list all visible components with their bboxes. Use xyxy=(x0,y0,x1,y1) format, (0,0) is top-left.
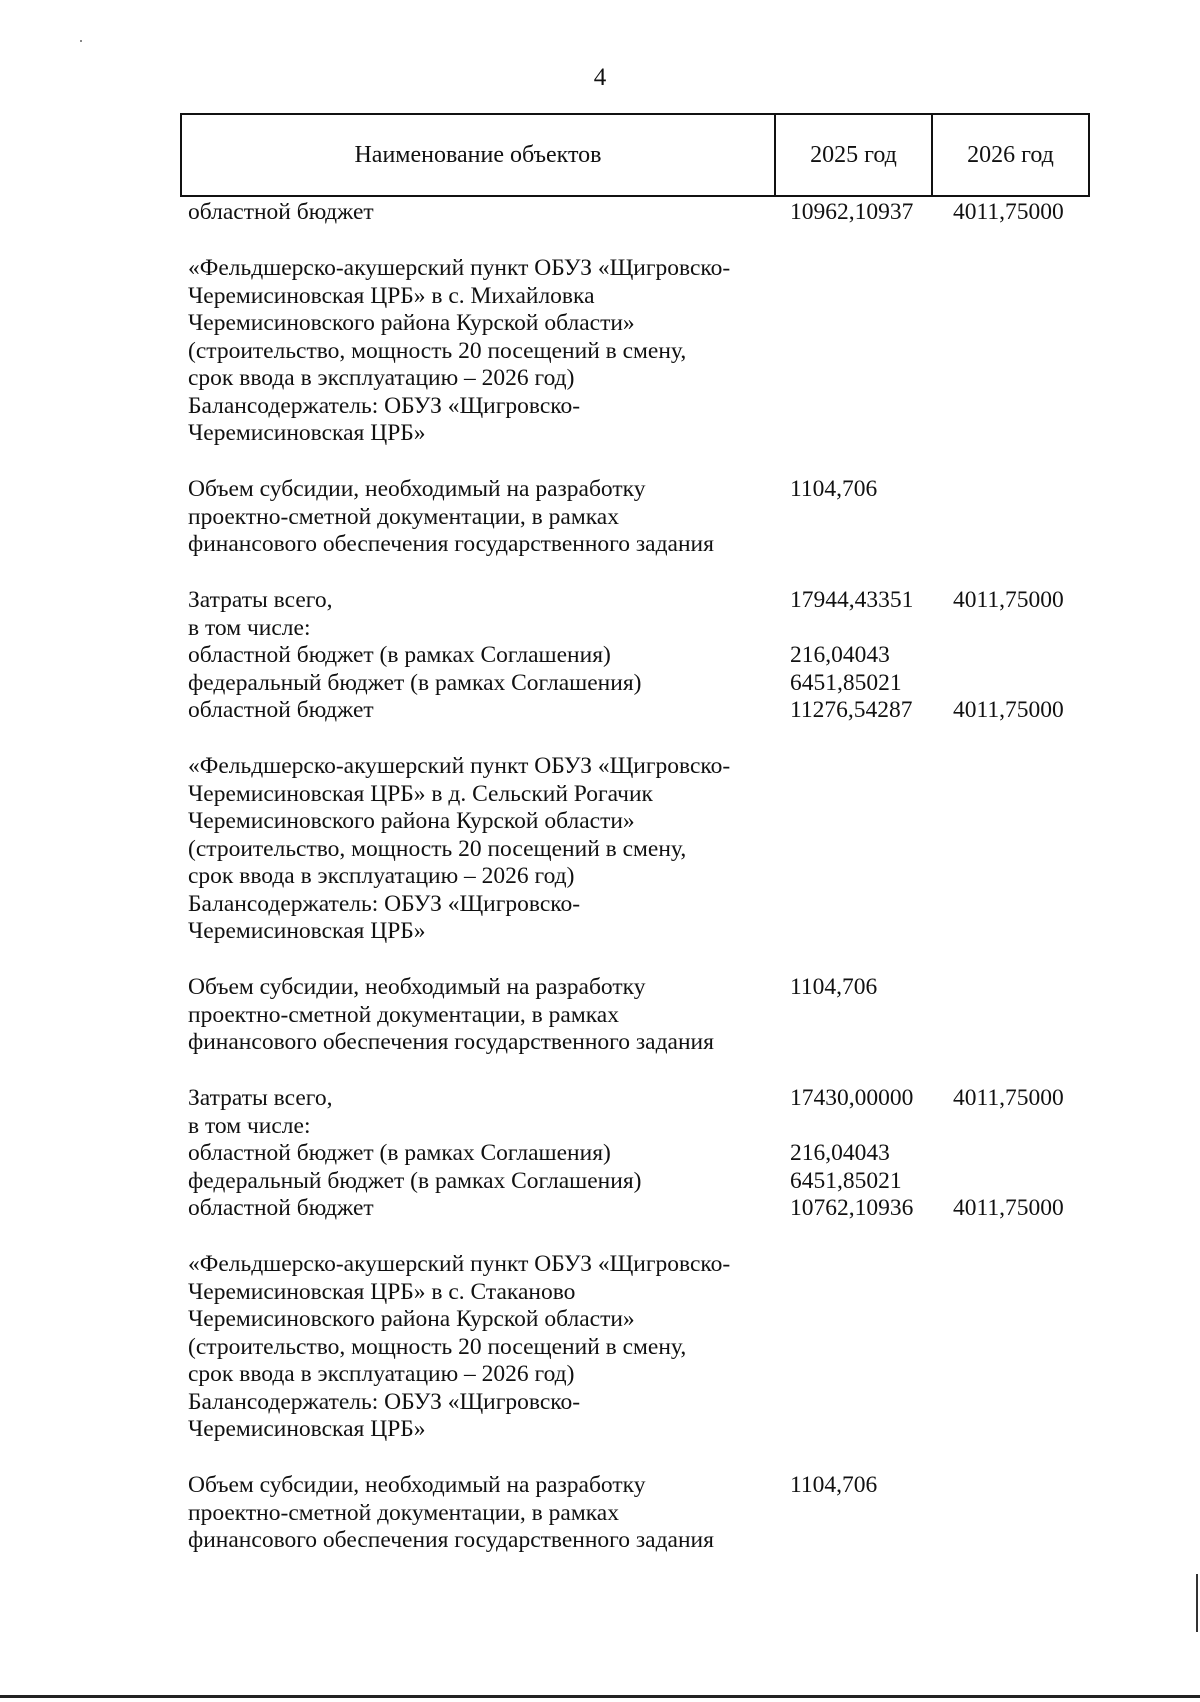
row-name: (строительство, мощность 20 посещений в смену, xyxy=(188,835,687,862)
row-name: «Фельдшерско-акушерский пункт ОБУЗ «Щигровско- xyxy=(188,753,731,779)
table-row xyxy=(0,1279,1200,1307)
row-name: Балансодержатель: ОБУЗ «Щигровско- xyxy=(188,890,581,917)
header-name-column: Наименование объектов xyxy=(182,115,776,195)
table-row xyxy=(0,476,1200,504)
row-name: «Фельдшерско-акушерский пункт ОБУЗ «Щигровско- xyxy=(188,1251,731,1277)
table-row xyxy=(0,753,1200,781)
row-name: Балансодержатель: ОБУЗ «Щигровско- xyxy=(188,1388,581,1415)
row-value-2026: 4011,75000 xyxy=(953,1085,1064,1111)
table-row xyxy=(0,587,1200,615)
table-row xyxy=(0,1029,1200,1057)
table-header xyxy=(180,113,1090,197)
row-name: срок ввода в эксплуатацию – 2026 год) xyxy=(188,365,575,391)
row-name: Черемисиновская ЦРБ» в д. Сельский Рогачик xyxy=(188,780,653,807)
row-name: Черемисиновская ЦРБ» в с. Стаканово xyxy=(188,1278,576,1305)
row-name: срок ввода в эксплуатацию – 2026 год) xyxy=(188,1361,575,1387)
page-number: 4 xyxy=(593,64,607,91)
row-name: Черемисиновского района Курской области» xyxy=(188,310,635,336)
scan-bottom-edge xyxy=(0,1695,1200,1698)
table-row xyxy=(0,1057,1200,1086)
row-name: Затраты всего, xyxy=(188,587,333,613)
table-row xyxy=(0,725,1200,754)
table-row xyxy=(0,1389,1200,1417)
row-value-2025: 17430,00000 xyxy=(790,1085,914,1111)
row-value-2026: 4011,75000 xyxy=(953,697,1064,723)
row-name: Объем субсидии, необходимый на разработку xyxy=(188,476,646,502)
row-name: (строительство, мощность 20 посещений в смену, xyxy=(188,337,687,364)
row-name: проектно-сметной документации, в рамках xyxy=(188,1001,619,1028)
row-value-2025: 6451,85021 xyxy=(790,669,902,696)
table-row xyxy=(0,393,1200,421)
header-2025-column: 2025 год xyxy=(776,115,933,195)
table-row xyxy=(0,974,1200,1002)
row-name: Черемисиновского района Курской области» xyxy=(188,808,635,834)
row-name: Балансодержатель: ОБУЗ «Щигровско- xyxy=(188,392,581,419)
table-row xyxy=(0,1168,1200,1196)
table-row xyxy=(0,1306,1200,1334)
row-name: областной бюджет (в рамках Соглашения) xyxy=(188,1140,611,1166)
row-name: Черемисиновская ЦРБ» в с. Михайловка xyxy=(188,282,595,309)
table-row xyxy=(0,697,1200,725)
table-row xyxy=(0,199,1200,227)
table-row xyxy=(0,918,1200,946)
scan-speck xyxy=(80,40,82,42)
row-name: областной бюджет xyxy=(188,199,374,225)
table-row xyxy=(0,836,1200,864)
table-row xyxy=(0,1444,1200,1473)
table-row xyxy=(0,1527,1200,1555)
row-name: (строительство, мощность 20 посещений в смену, xyxy=(188,1333,687,1360)
row-name: Черемисиновская ЦРБ» xyxy=(188,420,426,446)
table-row xyxy=(0,1416,1200,1444)
scan-edge-mark xyxy=(1196,1574,1198,1632)
table-row xyxy=(0,1251,1200,1279)
row-name: областной бюджет xyxy=(188,1195,374,1221)
row-value-2025: 1104,706 xyxy=(790,974,878,1000)
table-row xyxy=(0,559,1200,588)
table-row xyxy=(0,1361,1200,1389)
table-row xyxy=(0,338,1200,366)
row-name: в том числе: xyxy=(188,614,311,641)
row-name: Объем субсидии, необходимый на разработку xyxy=(188,1472,646,1498)
row-value-2025: 1104,706 xyxy=(790,476,878,502)
table-row xyxy=(0,283,1200,311)
row-value-2025: 10762,10936 xyxy=(790,1195,914,1221)
row-name: срок ввода в эксплуатацию – 2026 год) xyxy=(188,863,575,889)
table-row xyxy=(0,1140,1200,1168)
row-name: Черемисиновская ЦРБ» xyxy=(188,1416,426,1442)
row-value-2025: 1104,706 xyxy=(790,1472,878,1498)
table-row xyxy=(0,891,1200,919)
row-value-2025: 216,04043 xyxy=(790,1140,890,1166)
row-name: федеральный бюджет (в рамках Соглашения) xyxy=(188,669,642,696)
table-row xyxy=(0,1472,1200,1500)
table-body xyxy=(0,199,1200,1555)
row-name: областной бюджет (в рамках Соглашения) xyxy=(188,642,611,668)
table-row xyxy=(0,1195,1200,1223)
table-row xyxy=(0,946,1200,975)
table-row xyxy=(0,863,1200,891)
row-name: Черемисиновского района Курской области» xyxy=(188,1306,635,1332)
row-name: «Фельдшерско-акушерский пункт ОБУЗ «Щигровско- xyxy=(188,255,731,281)
table-row xyxy=(0,1085,1200,1113)
table-row xyxy=(0,1223,1200,1252)
table-row xyxy=(0,365,1200,393)
row-value-2025: 6451,85021 xyxy=(790,1167,902,1194)
row-name: финансового обеспечения государственного задания xyxy=(188,1029,714,1055)
table-row xyxy=(0,255,1200,283)
table-row xyxy=(0,310,1200,338)
table-row xyxy=(0,670,1200,698)
table-row xyxy=(0,420,1200,448)
table-row xyxy=(0,781,1200,809)
table-row xyxy=(0,642,1200,670)
table-row xyxy=(0,448,1200,477)
row-value-2025: 216,04043 xyxy=(790,642,890,668)
row-name: Черемисиновская ЦРБ» xyxy=(188,918,426,944)
table-row xyxy=(0,1002,1200,1030)
table-row xyxy=(0,1500,1200,1528)
row-name: финансового обеспечения государственного задания xyxy=(188,1527,714,1553)
row-name: Затраты всего, xyxy=(188,1085,333,1111)
row-name: в том числе: xyxy=(188,1112,311,1139)
row-value-2025: 10962,10937 xyxy=(790,199,914,225)
row-value-2026: 4011,75000 xyxy=(953,199,1064,225)
row-value-2025: 11276,54287 xyxy=(790,697,913,723)
header-2026-column: 2026 год xyxy=(967,141,1054,168)
row-name: проектно-сметной документации, в рамках xyxy=(188,1499,619,1526)
row-value-2026: 4011,75000 xyxy=(953,1195,1064,1221)
row-value-2025: 17944,43351 xyxy=(790,587,914,613)
table-row xyxy=(0,808,1200,836)
table-row xyxy=(0,615,1200,643)
table-row xyxy=(0,504,1200,532)
row-name: Объем субсидии, необходимый на разработку xyxy=(188,974,646,1000)
row-name: проектно-сметной документации, в рамках xyxy=(188,503,619,530)
row-name: федеральный бюджет (в рамках Соглашения) xyxy=(188,1167,642,1194)
row-name: областной бюджет xyxy=(188,697,374,723)
table-row xyxy=(0,531,1200,559)
table-row xyxy=(0,1113,1200,1141)
table-row xyxy=(0,227,1200,256)
row-name: финансового обеспечения государственного задания xyxy=(188,531,714,557)
row-value-2026: 4011,75000 xyxy=(953,587,1064,613)
table-row xyxy=(0,1334,1200,1362)
